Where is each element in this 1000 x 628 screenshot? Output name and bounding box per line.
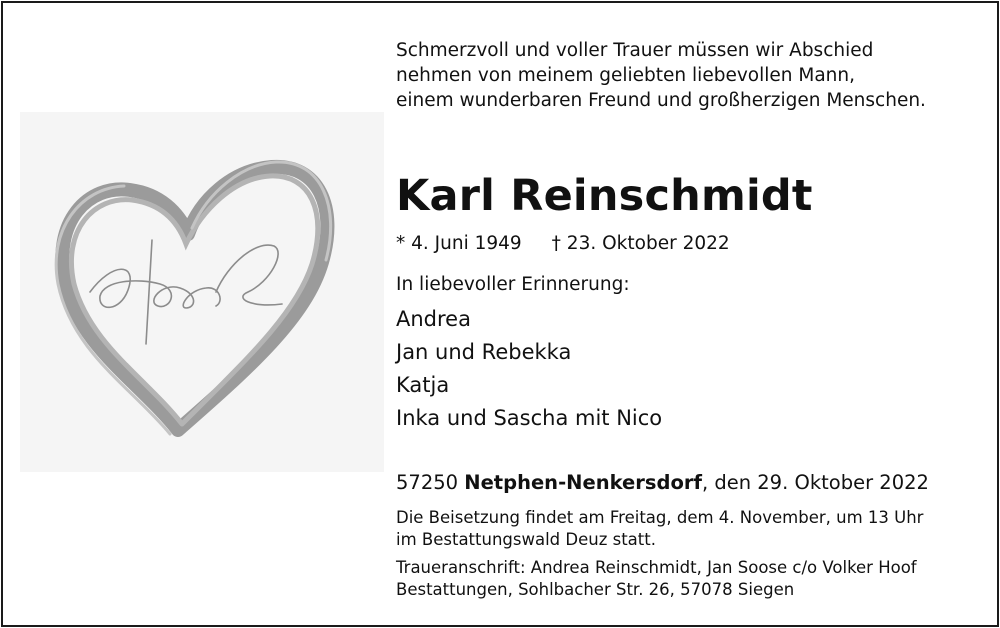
mourning-address xyxy=(396,557,917,601)
memory-label: In liebevoller Erinnerung: xyxy=(396,274,630,295)
family-list xyxy=(396,303,662,435)
intro-line: Schmerzvoll und voller Trauer müssen wir Abschied xyxy=(396,40,874,61)
intro-line: einem wunderbaren Freund und großherzigen Menschen. xyxy=(396,90,926,111)
funeral-line: im Bestattungswald Deuz statt. xyxy=(396,530,656,549)
funeral-info xyxy=(396,507,923,551)
birth-date: * 4. Juni 1949 xyxy=(396,233,522,254)
address-line: Bestattungen, Sohlbacher Str. 26, 57078 Siegen xyxy=(396,580,795,599)
place-date-line xyxy=(396,470,929,496)
intro-line: nehmen von meinem geliebten liebevollen Mann, xyxy=(396,65,855,86)
family-member: Katja xyxy=(396,373,450,397)
life-dates xyxy=(396,232,730,256)
heart-image xyxy=(20,112,384,472)
address-line: Traueranschrift: Andrea Reinschmidt, Jan Soose c/o Volker Hoof xyxy=(396,558,917,577)
death-date: † 23. Oktober 2022 xyxy=(551,233,730,254)
family-member: Jan und Rebekka xyxy=(396,340,572,364)
postcode: 57250 xyxy=(396,471,459,494)
deceased-name: Karl Reinschmidt xyxy=(396,171,813,221)
intro-text xyxy=(396,38,926,113)
heart-icon xyxy=(20,112,384,472)
family-member: Inka und Sascha mit Nico xyxy=(396,406,663,430)
city: Netphen-Nenkersdorf xyxy=(464,471,702,494)
funeral-line: Die Beisetzung findet am Freitag, dem 4. November, um 13 Uhr xyxy=(396,508,924,527)
notice-date: , den 29. Oktober 2022 xyxy=(701,471,929,494)
family-member: Andrea xyxy=(396,307,471,331)
